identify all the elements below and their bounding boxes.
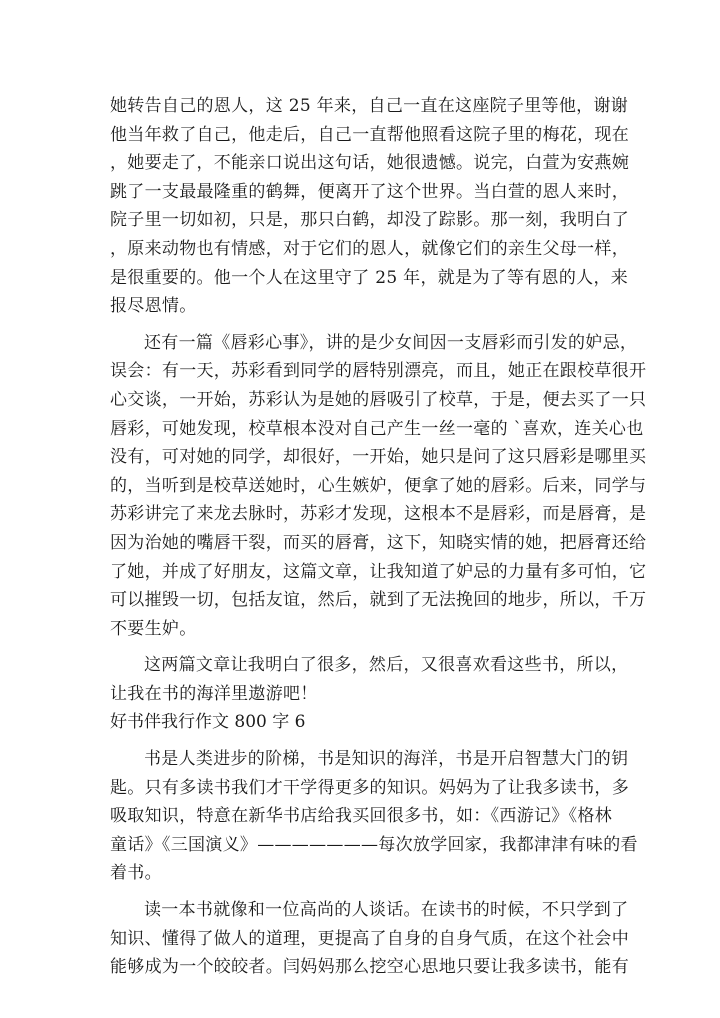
text-line: 匙。只有多读书我们才干学得更多的知识。妈妈为了让我多读书，多 bbox=[110, 777, 629, 798]
text-line: 唇彩，可她发现，校草根本没对自己产生一丝一毫的 `喜欢，连关心也 bbox=[110, 418, 644, 439]
text-line: ，她要走了，不能亲口说出这句话，她很遗憾。说完，白萱为安燕婉 bbox=[110, 153, 629, 174]
text-line: 书是人类进步的阶梯，书是知识的海洋，书是开启智慧大门的钥 bbox=[144, 749, 629, 770]
text-line: 没有，可对她的同学，却很好，一开始，她只是问了这只唇彩是哪里买 bbox=[110, 447, 647, 468]
text-line: 了她，并成了好朋友，这篇文章，让我知道了妒忌的力量有多可怕，它 bbox=[110, 561, 647, 582]
paragraph-1 bbox=[110, 92, 629, 321]
text-line: 他当年救了自己，他走后，自己一直帮他照看这院子里的梅花，现在 bbox=[110, 124, 629, 145]
text-line: 是很重要的。他一个人在这里守了 25 年，就是为了等有恩的人，来 bbox=[110, 267, 629, 288]
text-line: 能够成为一个皎皎者。闫妈妈那么挖空心思地只要让我多读书，能有 bbox=[110, 957, 629, 978]
text-line: 还有一篇《唇彩心事》，讲的是少女间因一支唇彩而引发的妒忌， bbox=[144, 332, 638, 353]
paragraph-3 bbox=[110, 651, 629, 708]
paragraph-4 bbox=[110, 745, 638, 888]
text-line: 的，当听到是校草送她时，心生嫉妒，便拿了她的唇彩。后来，同学与 bbox=[110, 475, 647, 496]
text-line: 院子里一切如初，只是，那只白鹤，却没了踪影。那一刻，我明白了 bbox=[110, 210, 629, 231]
text-line: 知识、懂得了做人的道理，更提高了自身的自身气质，在这个社会中 bbox=[110, 928, 629, 949]
text-line: 让我在书的海洋里遨游吧！ bbox=[110, 683, 318, 704]
text-line: 误会：有一天，苏彩看到同学的唇特别漂亮，而且，她正在跟校草很开 bbox=[110, 361, 647, 382]
text-line: 童话》《三国演义》———————每次放学回家，我都津津有味的看 bbox=[110, 834, 638, 855]
paragraph-2 bbox=[110, 329, 647, 644]
text-line: 着书。 bbox=[110, 863, 162, 884]
text-line: 可以摧毁一切，包括友谊，然后，就到了无法挽回的地步，所以，千万 bbox=[110, 590, 647, 611]
text-line: 这两篇文章让我明白了很多，然后，又很喜欢看这些书，所以， bbox=[144, 655, 629, 676]
text-line: 苏彩讲完了来龙去脉时，苏彩才发现，这根本不是唇彩，而是唇膏，是 bbox=[110, 504, 647, 525]
document-page bbox=[110, 92, 647, 982]
text-line: 因为治她的嘴唇干裂，而买的唇膏，这下，知晓实情的她，把唇膏还给 bbox=[110, 532, 647, 553]
section-heading: 好书伴我行作文 800 字 6 bbox=[110, 712, 306, 733]
paragraph-5 bbox=[110, 896, 629, 982]
text-line: 吸取知识，特意在新华书店给我买回很多书，如：《西游记》《格林 bbox=[110, 806, 612, 827]
text-line: 读一本书就像和一位高尚的人谈话。在读书的时候，不只学到了 bbox=[144, 900, 629, 921]
text-line: 报尽恩情。 bbox=[110, 296, 197, 317]
text-line: 心交谈，一开始，苏彩认为是她的唇吸引了校草，于是，便去买了一只 bbox=[110, 389, 647, 410]
text-line: ，原来动物也有情感，对于它们的恩人，就像它们的亲生父母一样， bbox=[110, 238, 629, 259]
text-line: 跳了一支最最隆重的鹤舞，便离开了这个世界。当白萱的恩人来时， bbox=[110, 181, 629, 202]
text-line: 她转告自己的恩人，这 25 年来，自己一直在这座院子里等他，谢谢 bbox=[110, 96, 629, 116]
text-line: 不要生妒。 bbox=[110, 618, 197, 639]
